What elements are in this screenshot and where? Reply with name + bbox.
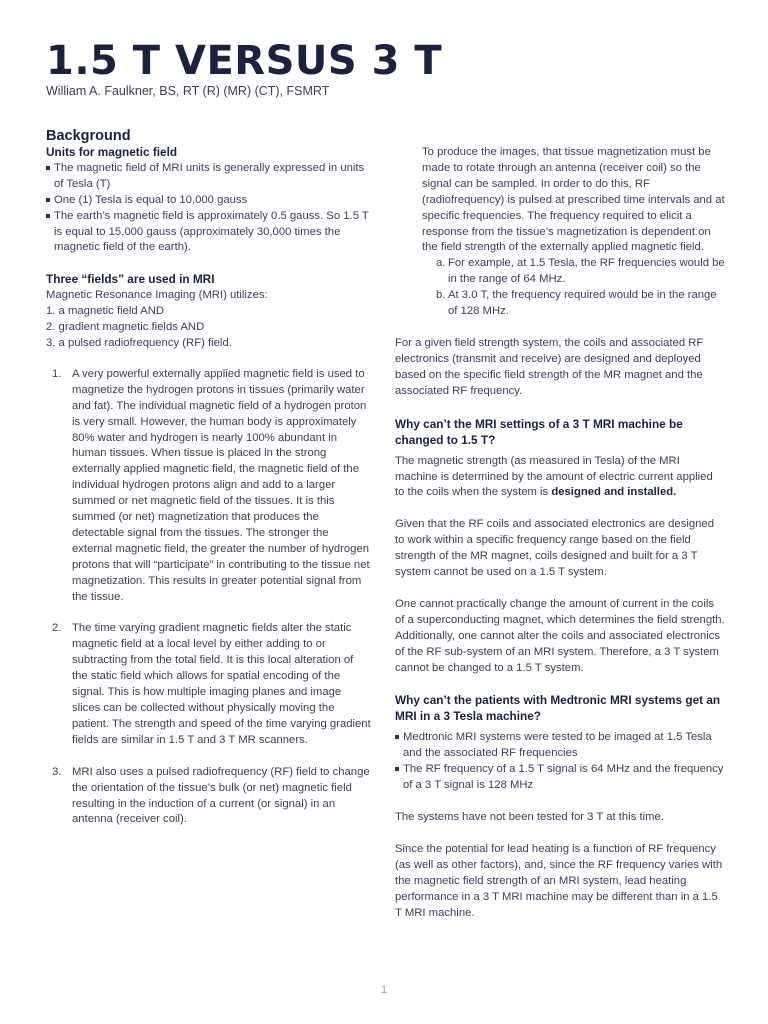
strength-text: The magnetic strength (as measured in Tesla) of the MRI machine is determined by the amount of electric current applied to the coils when the system is [395, 454, 713, 499]
left-column [46, 127, 371, 828]
fields-list-item: 1. a magnetic field AND [46, 305, 165, 318]
item-number: 3. [52, 765, 62, 778]
fields-intro: Magnetic Resonance Imaging (MRI) utilizes: [46, 289, 268, 302]
strength-paragraph [395, 454, 725, 502]
fields-list-item: 2. gradient magnetic fields AND [46, 321, 205, 334]
sub-list-item [395, 256, 725, 288]
question-heading: Why can’t the MRI settings of a 3 T MRI machine be changed to 1.5 T? [395, 416, 683, 447]
right-column [395, 145, 725, 922]
background-heading: Background [46, 128, 131, 144]
rf-intro-paragraph: To produce the images, that tissue magnetization must be made to rotate through an antenna (receiver coil) so the signal can be sampled. In order to do this, RF (radiofrequency) is pulsed at prescribed time intervals and at specific frequencies. The frequency required to elicit a response from the tissue’s magnetization is dependent on the field strength of the externally applied magnetic field. [422, 146, 725, 254]
item-text: A very powerful externally applied magnetic field is used to magnetize the hydrogen protons in tissues (primarily water and fat). The individual magnetic field of a hydrogen proton is very small. However, the human body is approximately 80% water and hydrogen is nearly 100% abundant in human tissues. When tissue is placed in the strong externally applied magnetic field, the magnetic field of the individual hydrogen protons align and add to a larger summed or net magnetic field of the tissues. It is this summed (or net) magnetization that produces the detectable signal from the tissues. The stronger the external magnetic field, the greater the number of hydrogen protons that will “participate” in contributing to the tissue net magnetization. This results in greater potential signal from the tissue. [72, 367, 370, 603]
coils-paragraph: For a given field strength system, the coils and associated RF electronics (transmit and receive) are designed and deployed based on the specific field strength of the MR magnet and the associated RF frequency. [395, 336, 704, 397]
medtronic-bullet: Medtronic MRI systems were tested to be imaged at 1.5 Tesla and the associated RF frequencies [395, 730, 725, 762]
sub-item-text: At 3.0 T, the frequency required would be in the range of 128 MHz. [448, 289, 717, 318]
question-heading: Why can’t the patients with Medtronic MRI systems get an MRI in a 3 Tesla machine? [395, 693, 721, 724]
item-number: 2. [52, 622, 62, 635]
fields-heading: Three “fields” are used in MRI [46, 272, 215, 287]
page-title: 1.5 T VERSUS 3 T [46, 38, 443, 84]
sub-item-text: For example, at 1.5 Tesla, the RF frequencies would be in the range of 64 MHz. [448, 257, 725, 286]
units-bullet: The magnetic field of MRI units is generally expressed in units of Tesla (T) [46, 161, 371, 193]
numbered-item [46, 765, 371, 829]
cannot-change-paragraph: One cannot practically change the amount of current in the coils of a superconducting magnet, which determines the field strength. Additionally, one cannot alter the coils and associated electronics of the RF sub-system of an MRI system. Therefore, a 3 T system cannot be changed to a 1.5 T system. [395, 597, 725, 674]
medtronic-bullet: The RF frequency of a 1.5 T signal is 64 MHz and the frequency of a 3 T signal is 128 MHz [395, 762, 725, 794]
item-text: MRI also uses a pulsed radiofrequency (RF) field to change the orientation of the tissue’s bulk (or net) magnetic field resulting in the induction of a current (or signal) in an antenna (receiver coil). [72, 765, 370, 826]
units-bullet: The earth’s magnetic field is approximately 0.5 gauss. So 1.5 T is equal to 15,000 gauss (approximately 30,000 times the magnetic field of the earth). [46, 209, 371, 257]
author-line: William A. Faulkner, BS, RT (R) (MR) (CT), FSMRT [46, 84, 330, 98]
item-number: 1. [52, 367, 62, 380]
item-text: The time varying gradient magnetic fields alter the static magnetic field at a local level by either adding to or subtracting from the total field. It is this local alteration of the static field which allows for spatial encoding of the signal. This is how multiple imaging planes and image slices can be collected without physically moving the patient. The strength and speed of the time varying gradient fields are similar in 1.5 T and 3 T MR scanners. [72, 622, 371, 746]
not-tested-paragraph: The systems have not been tested for 3 T at this time. [395, 811, 664, 824]
numbered-item [46, 367, 371, 606]
sub-item-letter: b. [436, 289, 446, 302]
page-number: 1 [380, 984, 388, 996]
units-bullet: One (1) Tesla is equal to 10,000 gauss [46, 193, 371, 209]
sub-item-letter: a. [436, 257, 446, 270]
sub-list-item [395, 288, 725, 320]
units-heading: Units for magnetic field [46, 145, 178, 159]
numbered-item [46, 621, 371, 748]
fields-list-item: 3. a pulsed radiofrequency (RF) field. [46, 336, 232, 349]
given-paragraph: Given that the RF coils and associated electronics are designed to work within a specific frequency range based on the field strength of the MR magnet, coils designed and built for a 3 T system cannot be used on a 1.5 T system. [395, 518, 714, 579]
lead-heating-paragraph: Since the potential for lead heating is a function of RF frequency (as well as other factors), and, since the RF frequency varies with the magnetic field strength of an MRI system, lead heating performance in a 3 T MRI machine may be different than in a 1.5 T MRI machine. [395, 843, 723, 919]
strength-bold-text: designed and installed. [551, 486, 677, 499]
